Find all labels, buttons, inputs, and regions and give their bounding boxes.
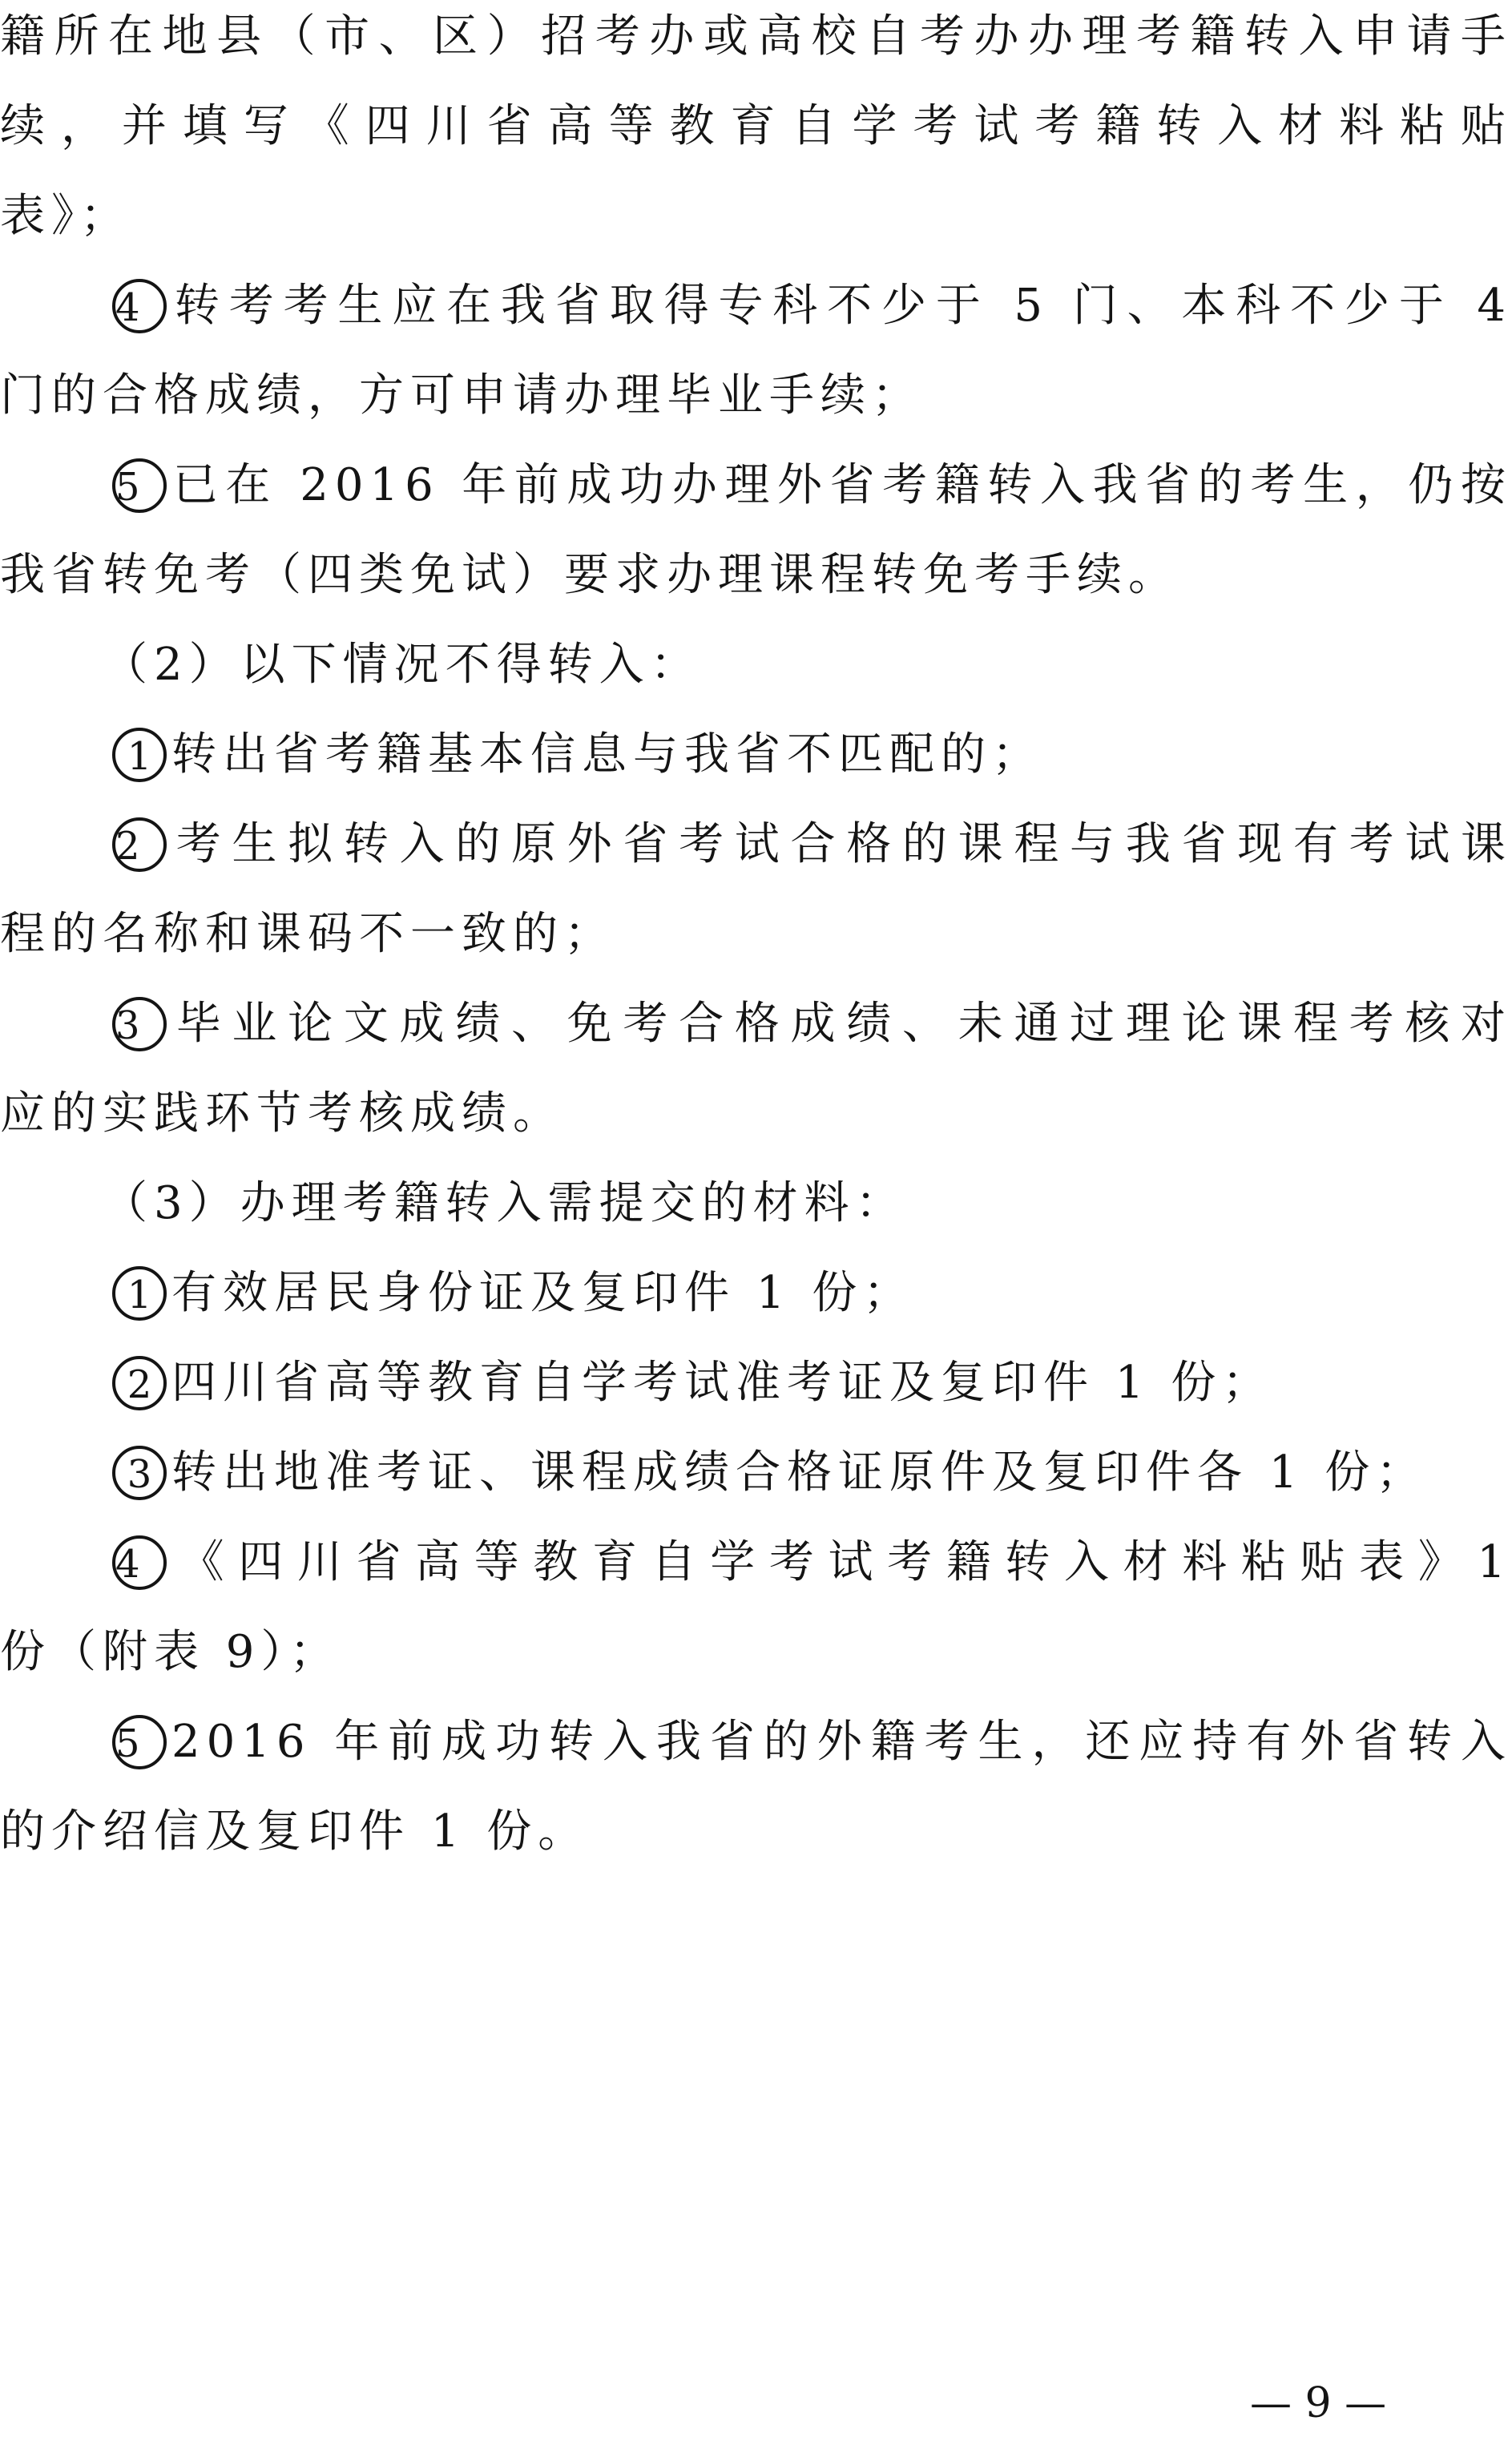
circled-number-marker: 4 <box>112 279 167 333</box>
page-number: — 9 — <box>1250 2379 1387 2427</box>
line-text: （3）办理考籍转入需提交的材料： <box>103 1177 907 1229</box>
line-text: 《四川省高等教育自学考试考籍转入材料粘贴表》1 <box>171 1536 1512 1588</box>
section-heading-2 <box>103 620 1512 710</box>
text-line-6 <box>112 441 1512 531</box>
circled-number-marker: 1 <box>112 1266 167 1321</box>
line-text: 已在 2016 年前成功办理外省考籍转入我省的考生，仍按 <box>171 459 1512 511</box>
line-text: 考生拟转入的原外省考试合格的课程与我省现有考试课 <box>171 818 1512 870</box>
circled-number-marker: 5 <box>112 1715 167 1769</box>
line-text: 转考考生应在我省取得专科不少于 5 门、本科不少于 4 <box>171 280 1512 332</box>
line-text: 续，并填写《四川省高等教育自学考试考籍转入材料粘贴 <box>0 100 1512 152</box>
circled-number-marker: 4 <box>112 1535 167 1590</box>
circled-number-marker: 1 <box>112 728 167 782</box>
line-text: 2016 年前成功转入我省的外籍考生，还应持有外省转入 <box>171 1716 1512 1768</box>
text-line-2 <box>0 82 1512 171</box>
line-text: 转出地准考证、课程成绩合格证原件及复印件各 1 份； <box>171 1446 1428 1499</box>
text-line-12 <box>112 979 1512 1069</box>
text-line-10 <box>112 800 1512 890</box>
text-line-21 <box>0 1787 1512 1877</box>
text-line-7 <box>0 531 1512 620</box>
text-line-15 <box>112 1249 1512 1338</box>
text-line-19 <box>0 1608 1512 1697</box>
line-text: 应的实践环节考核成绩。 <box>0 1087 564 1140</box>
line-text: 籍所在地县（市、区）招考办或高校自考办办理考籍转入申请手 <box>0 10 1512 63</box>
text-line-18 <box>112 1518 1512 1608</box>
line-text: 门的合格成绩，方可申请办理毕业手续； <box>0 369 923 422</box>
line-text: 转出省考籍基本信息与我省不匹配的； <box>171 728 1043 781</box>
text-line-3 <box>0 171 1512 261</box>
circled-number-marker: 3 <box>112 1446 167 1500</box>
line-text: 份（附表 9）； <box>0 1626 341 1678</box>
circled-number-marker: 2 <box>112 1356 167 1410</box>
line-text: 表》； <box>0 190 131 242</box>
circled-number-marker: 3 <box>112 997 167 1051</box>
circled-number-marker: 2 <box>112 817 167 872</box>
text-line-9 <box>112 710 1512 800</box>
line-text: 四川省高等教育自学考试准考证及复印件 1 份； <box>171 1357 1274 1409</box>
text-line-4 <box>112 261 1512 351</box>
circled-number-marker: 5 <box>112 458 167 513</box>
section-heading-3 <box>103 1159 1512 1249</box>
text-line-5 <box>0 351 1512 441</box>
line-text: 程的名称和课码不一致的； <box>0 908 615 960</box>
text-line-16 <box>112 1338 1512 1428</box>
text-line-13 <box>0 1069 1512 1159</box>
text-line-1 <box>0 0 1512 82</box>
line-text: 毕业论文成绩、免考合格成绩、未通过理论课程考核对 <box>171 998 1512 1050</box>
text-line-17 <box>112 1428 1512 1518</box>
line-text: （2）以下情况不得转入： <box>103 639 702 691</box>
text-line-20 <box>112 1697 1512 1787</box>
line-text: 我省转免考（四类免试）要求办理课程转免考手续。 <box>0 549 1179 601</box>
line-text: 的介绍信及复印件 1 份。 <box>0 1805 590 1858</box>
line-text: 有效居民身份证及复印件 1 份； <box>171 1267 915 1319</box>
text-line-11 <box>0 890 1512 979</box>
